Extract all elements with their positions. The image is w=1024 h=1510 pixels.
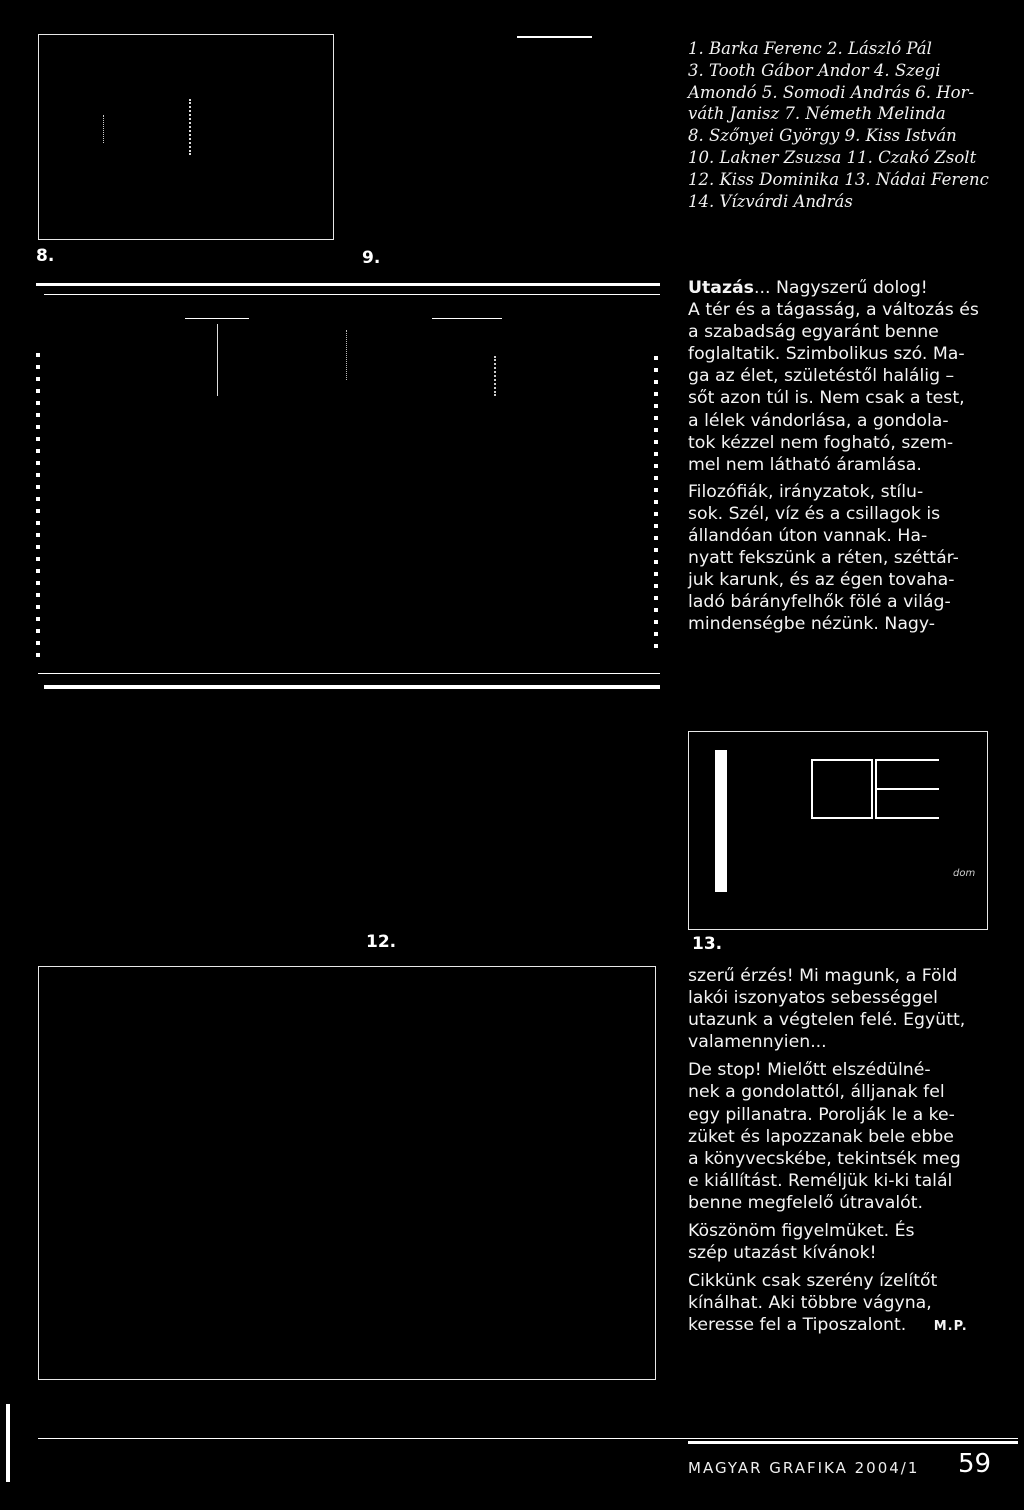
article-line: sok. Szél, víz és a csillagok is	[688, 503, 941, 524]
article-line: valamennyien...	[688, 1032, 827, 1053]
caption-12: 12.	[366, 932, 397, 952]
article-line: egy pillanatra. Porolják le a ke-	[688, 1104, 955, 1125]
article-line: De stop! Mielőtt elszédülné-	[688, 1060, 931, 1081]
image-10-top-rule-thin	[44, 294, 660, 295]
page-number: 59	[958, 1449, 992, 1479]
caption-9: 9.	[362, 248, 381, 268]
article-line: Cikkünk csak szerény ízelítőt	[688, 1271, 938, 1292]
image-10-left-dots	[36, 353, 41, 665]
image-9-top-rule	[517, 36, 592, 38]
article-line: keresse fel a Tiposzalont.	[688, 1315, 907, 1336]
credits-line: 1. Barka Ferenc 2. László Pál	[688, 39, 932, 58]
image-13-box	[811, 759, 873, 819]
image-8-mark	[103, 115, 105, 143]
credits-line: váth Janisz 7. Németh Melinda	[688, 104, 946, 124]
article-line: Köszönöm figyelmüket. És	[688, 1221, 915, 1242]
article-lead: Utazás	[688, 278, 754, 298]
image-10-right-dots	[654, 356, 659, 656]
article-line: ... Nagyszerű dolog!	[753, 278, 928, 298]
image-8-mark	[189, 99, 194, 155]
credits-line: 14. Vízvárdi András	[688, 191, 853, 211]
article-line: szerű érzés! Mi magunk, a Föld	[688, 966, 958, 986]
article-line: lakói iszonyatos sebességgel	[688, 988, 938, 1009]
article-paragraph-1	[688, 277, 990, 636]
article-line: e kiállítást. Reméljük ki-ki talál	[688, 1170, 953, 1191]
image-13-white-bar	[715, 750, 727, 892]
image-14-frame	[38, 966, 656, 1380]
article-line: a lélek vándorlása, a gondola-	[688, 410, 949, 431]
image-10-mark	[217, 324, 219, 396]
edge-mark	[6, 1404, 10, 1482]
article-line: szép utazást kívánok!	[688, 1243, 877, 1264]
article-line: juk karunk, és az égen tovaha-	[688, 570, 955, 591]
image-10-bottom-rule	[44, 685, 660, 689]
article-line: ga az élet, születéstől halálig –	[688, 366, 955, 387]
credits-line: 12. Kiss Dominika 13. Nádai Ferenc	[688, 169, 989, 189]
image-8-frame	[38, 34, 334, 240]
image-10-bottom-rule-thin	[38, 673, 660, 674]
caption-8: 8.	[36, 246, 55, 266]
article-line: a szabadság egyaránt benne	[688, 322, 939, 343]
credits-line: 10. Lakner Zsuzsa 11. Czakó Zsolt	[688, 147, 977, 167]
article-line: foglaltatik. Szimbolikus szó. Ma-	[688, 344, 965, 365]
image-13-frame	[688, 731, 988, 930]
article-line: utazunk a végtelen felé. Együtt,	[688, 1010, 966, 1031]
article-line: a könyvecskébe, tekintsék meg	[688, 1148, 961, 1169]
article-line: sőt azon túl is. Nem csak a test,	[688, 388, 965, 409]
article-line: állandóan úton vannak. Ha-	[688, 526, 928, 547]
article-paragraph-2	[688, 965, 988, 1339]
article-line: mel nem látható áramlása.	[688, 454, 922, 475]
image-10-inner-rule	[185, 318, 249, 319]
image-10-top-rule	[36, 283, 660, 286]
image-10-mark	[346, 330, 348, 380]
bottom-rule-thick	[688, 1441, 1018, 1444]
article-line: kínálhat. Aki többre vágyna,	[688, 1293, 932, 1314]
article-line: mindenségbe nézünk. Nagy-	[688, 614, 936, 635]
article-line: nyatt fekszünk a réten, széttár-	[688, 548, 959, 569]
caption-13: 13.	[692, 934, 723, 954]
article-line: nek a gondolattól, álljanak fel	[688, 1082, 945, 1103]
image-10-inner-rule	[432, 318, 502, 319]
article-line: ladó bárányfelhők fölé a világ-	[688, 592, 951, 613]
image-13-rule	[877, 788, 939, 790]
author-signature: M.P.	[933, 1319, 968, 1335]
article-line: Filozófiák, irányzatok, stílu-	[688, 481, 924, 502]
credits-list	[688, 38, 988, 212]
article-line: benne megfelelő útravalót.	[688, 1192, 923, 1213]
credits-line: 8. Szőnyei György 9. Kiss István	[688, 126, 957, 146]
credits-line: Amondó 5. Somodi András 6. Hor-	[688, 82, 975, 102]
article-line: tok kézzel nem fogható, szem-	[688, 432, 954, 453]
article-line: A tér és a tágasság, a változás és	[688, 300, 979, 321]
image-10-mark	[494, 356, 498, 396]
bottom-rule-thin	[38, 1438, 1018, 1439]
credits-line: 3. Tooth Gábor Andor 4. Szegi	[688, 60, 941, 80]
image-13-scrawl: dom	[953, 868, 976, 879]
article-line: züket és lapozzanak bele ebbe	[688, 1126, 954, 1147]
publication-footer: MAGYAR GRAFIKA 2004/1	[688, 1459, 920, 1477]
